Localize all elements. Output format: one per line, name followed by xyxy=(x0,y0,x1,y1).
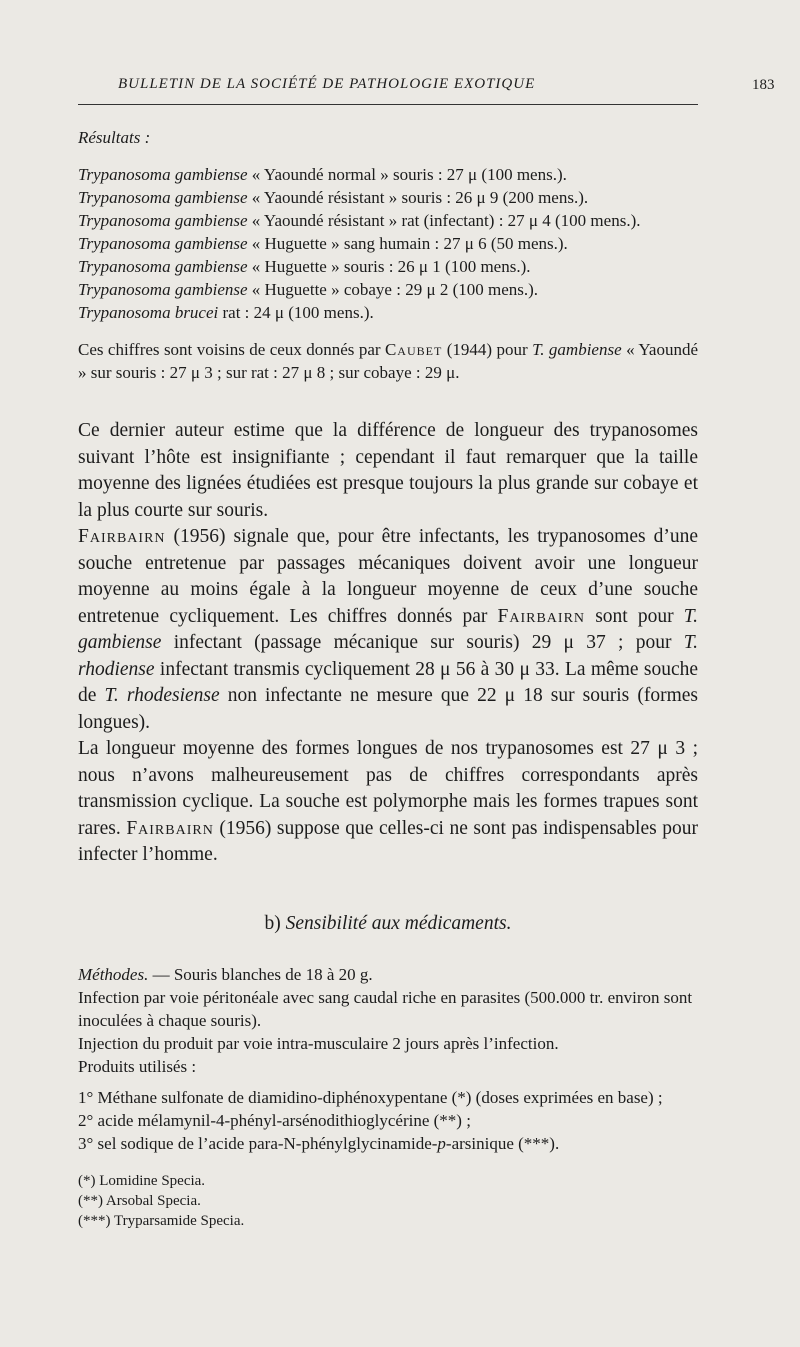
methods-line: Infection par voie péritonéale avec sang caudal riche en parasites (500.000 tr. environ sont inoculées à chaque souris). xyxy=(78,988,693,1030)
footnote: (***) Tryparsamide Specia. xyxy=(78,1213,245,1229)
result-line: Trypanosoma gambiense « Huguette » cobaye : 29 μ 2 (100 mens.). xyxy=(78,280,539,299)
page-number: 183 xyxy=(752,77,775,93)
footnote: (**) Arsobal Specia. xyxy=(78,1193,201,1209)
methods-line: Méthodes. — Souris blanches de 18 à 20 g. xyxy=(78,965,373,984)
author-name: Caubet xyxy=(384,340,443,359)
results-heading: Résultats : xyxy=(78,128,151,147)
result-line: Trypanosoma gambiense « Huguette » souris : 26 μ 1 (100 mens.). xyxy=(78,257,531,276)
caubet-paragraph: Ces chiffres sont voisins de ceux donnés par Caubet (1944) pour T. gambiense « Yaoundé » sur souris : 27 μ 3 ; sur rat : 27 μ 8 ; sur cobaye : 29 μ. xyxy=(78,340,699,382)
section-heading: b) Sensibilité aux médicaments. xyxy=(264,912,512,934)
paragraph-fairbairn: Fairbairn (1956) signale que, pour être infectants, les trypanosomes d’une souche entretenue par passages mécaniques doivent avoir une longueur moyenne au moins égale à la longueur moyenne de ceux d’une souche entretenue cycliquement. Les chiffres donnés par Fairbairn sont pour T. gambiense infectant (passage mécanique sur souris) 29 μ 37 ; pour T. rhodiense infectant transmis cycliquement 28 μ 56 à 30 μ 33. La même souche de T. rhodesiense non infectante ne mesure que 22 μ 18 sur souris (formes longues). xyxy=(78,526,699,733)
product-item: 3° sel sodique de l’acide para-N-phénylglycinamide-p-arsinique (***). xyxy=(78,1134,560,1153)
running-title: BULLETIN DE LA SOCIÉTÉ DE PATHOLOGIE EXOTIQUE xyxy=(118,76,536,92)
product-item: 1° Méthane sulfonate de diamidino-diphénoxypentane (*) (doses exprimées en base) ; xyxy=(78,1088,663,1107)
methods-block xyxy=(78,963,698,1155)
result-line: Trypanosoma brucei rat : 24 μ (100 mens.). xyxy=(78,303,374,322)
result-line: Trypanosoma gambiense « Huguette » sang humain : 27 μ 6 (50 mens.). xyxy=(78,234,568,253)
result-line: Trypanosoma gambiense « Yaoundé résistant » rat (infectant) : 27 μ 4 (100 mens.). xyxy=(78,211,641,230)
paragraph-host-length: Ce dernier auteur estime que la différence de longueur des trypanosomes suivant l’hôte est insignifiante ; cependant il faut remarquer que la taille moyenne des lignées étudiées est presque toujours la plus grande sur cobaye et la plus courte sur souris. xyxy=(78,420,698,521)
result-line: Trypanosoma gambiense « Yaoundé résistant » souris : 26 μ 9 (200 mens.). xyxy=(78,188,589,207)
page-header xyxy=(0,68,800,104)
author-name: Fairbairn xyxy=(78,526,166,547)
results-list xyxy=(78,163,698,324)
paragraph-long-forms: La longueur moyenne des formes longues de nos trypanosomes est 27 μ 3 ; nous n’avons malheureusement pas de chiffres correspondants après transmission cyclique. La souche est polymorphe mais les formes trapues sont rares. Fairbairn (1956) suppose que celles-ci ne sont pas indispensables pour infecter l’homme. xyxy=(78,738,699,865)
header-rule xyxy=(78,104,698,105)
body-text xyxy=(78,126,698,1231)
author-name: Fairbairn xyxy=(126,817,214,839)
methods-line: Produits utilisés : xyxy=(78,1057,197,1076)
product-item: 2° acide mélamynil-4-phényl-arsénodithioglycérine (**) ; xyxy=(78,1111,471,1130)
footnote: (*) Lomidine Specia. xyxy=(78,1173,206,1189)
methods-line: Injection du produit par voie intra-musculaire 2 jours après l’infection. xyxy=(78,1034,559,1053)
author-name: Fairbairn xyxy=(497,605,586,627)
result-line: Trypanosoma gambiense « Yaoundé normal » souris : 27 μ (100 mens.). xyxy=(78,165,567,184)
footnotes xyxy=(78,1171,698,1231)
